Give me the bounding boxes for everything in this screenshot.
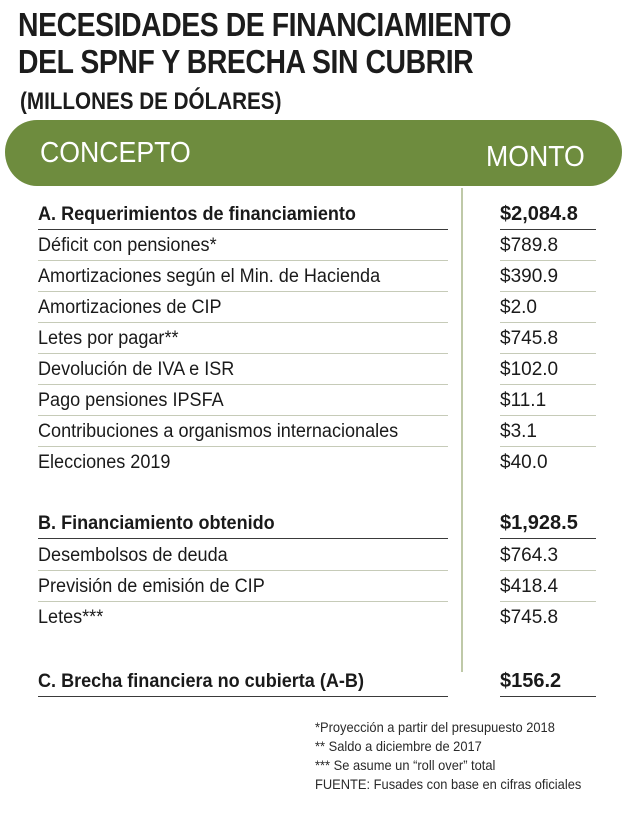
table-row	[0, 602, 627, 633]
row-label: Déficit con pensiones*	[38, 235, 217, 256]
table-row	[0, 385, 627, 416]
row-rule	[38, 538, 448, 539]
row-rule	[500, 538, 596, 539]
table-row-section-c	[0, 666, 627, 697]
row-label: Letes por pagar**	[38, 328, 179, 349]
row-value: $3.1	[500, 421, 537, 442]
row-value: $789.8	[500, 235, 559, 256]
title-line-1: NECESIDADES DE FINANCIAMIENTO	[18, 6, 512, 43]
row-value: $745.8	[500, 607, 559, 628]
table-row-section-a	[0, 199, 627, 230]
row-value: $40.0	[500, 452, 548, 473]
row-value: $11.1	[500, 390, 547, 411]
row-label: Amortizaciones según el Min. de Hacienda	[38, 266, 381, 287]
footnote: *** Se asume un “roll over” total	[315, 757, 496, 773]
row-label: A. Requerimientos de financiamiento	[38, 204, 356, 225]
table-row	[0, 354, 627, 385]
row-value: $764.3	[500, 545, 559, 566]
row-value: $1,928.5	[500, 512, 578, 534]
title-line-2: DEL SPNF Y BRECHA SIN CUBRIR	[18, 43, 474, 80]
row-label: Contribuciones a organismos internacionales	[38, 421, 399, 442]
row-label: Desembolsos de deuda	[38, 545, 228, 566]
table-row	[0, 447, 627, 478]
row-label: Letes***	[38, 607, 104, 628]
row-label: Previsión de emisión de CIP	[38, 576, 265, 597]
row-value: $418.4	[500, 576, 559, 597]
row-label: Amortizaciones de CIP	[38, 297, 222, 318]
table-row	[0, 292, 627, 323]
footnote: *Proyección a partir del presupuesto 2018	[315, 719, 555, 735]
table-row	[0, 416, 627, 447]
row-label: C. Brecha financiera no cubierta (A-B)	[38, 671, 364, 692]
row-value: $156.2	[500, 670, 562, 692]
footnote: ** Saldo a diciembre de 2017	[315, 738, 482, 754]
row-value: $390.9	[500, 266, 559, 287]
footnotes	[315, 718, 581, 794]
table-row	[0, 540, 627, 571]
row-value: $102.0	[500, 359, 559, 380]
row-value: $2,084.8	[500, 203, 578, 225]
header-monto: MONTO	[486, 141, 585, 173]
table-row	[0, 230, 627, 261]
table-row-section-b	[0, 508, 627, 539]
row-label: Devolución de IVA e ISR	[38, 359, 235, 380]
page-title	[18, 6, 511, 80]
row-label: Elecciones 2019	[38, 452, 171, 473]
table-row	[0, 571, 627, 602]
source-note: FUENTE: Fusades con base en cifras oficiales	[315, 776, 582, 792]
page-subtitle: (MILLONES DE DÓLARES)	[20, 88, 282, 115]
row-rule	[38, 696, 448, 697]
row-label: Pago pensiones IPSFA	[38, 390, 224, 411]
table-row	[0, 323, 627, 354]
header-concepto: CONCEPTO	[40, 137, 191, 169]
row-rule	[500, 696, 596, 697]
row-value: $745.8	[500, 328, 559, 349]
row-label: B. Financiamiento obtenido	[38, 513, 275, 534]
table-row	[0, 261, 627, 292]
row-value: $2.0	[500, 297, 537, 318]
